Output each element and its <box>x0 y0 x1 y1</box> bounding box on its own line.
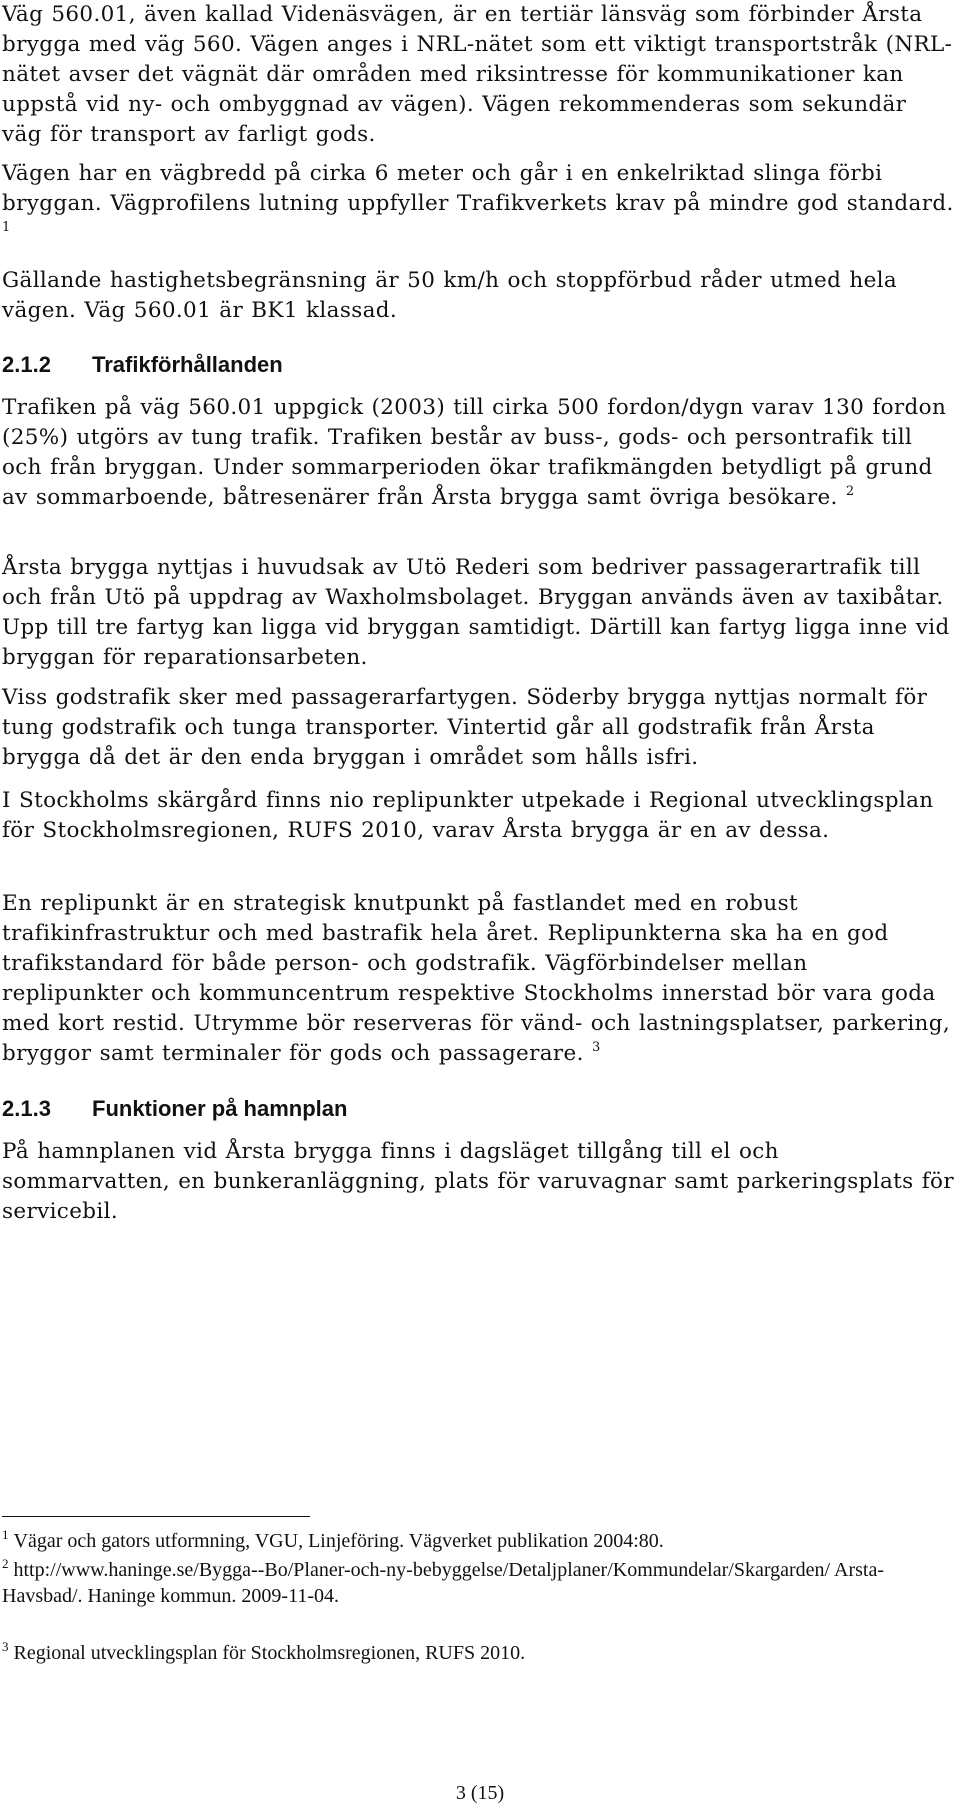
paragraph-traffic-volume <box>2 393 954 513</box>
footnote-1 <box>2 1528 954 1554</box>
footnote-number: 1 <box>2 1527 9 1542</box>
paragraph-speed-limit <box>2 266 954 326</box>
paragraph-text: En replipunkt är en strategisk knutpunkt på fastlandet med en robust trafikinfrastruktur och med bastrafik hela året. Replipunkterna ska ha en god trafikstandard för både person- och godstrafik. Vägförbindelser mellan replipunkter och kommuncentrum respektive Stockholms innerstad bör vara goda med kort restid. Utrymme bör reserveras för vänd- och lastningsplatser, parkering, bryggor samt terminaler för gods och passagerare. <box>2 891 951 1066</box>
paragraph-harbour-facilities <box>2 1137 954 1227</box>
footnote-separator <box>2 1516 310 1517</box>
section-title: Trafikförhållanden <box>92 352 283 377</box>
paragraph-text: Gällande hastighetsbegränsning är 50 km/h och stoppförbud råder utmed hela vägen. Väg 560.01 är BK1 klassad. <box>2 268 898 323</box>
paragraph-road-description <box>2 0 954 150</box>
paragraph-text: På hamnplanen vid Årsta brygga finns i dagsläget tillgång till el och sommarvatten, en bunkeranläggning, plats för varuvagnar samt parkeringsplats för servicebil. <box>2 1139 954 1224</box>
footnote-2 <box>2 1557 954 1609</box>
footnote-3 <box>2 1640 954 1666</box>
paragraph-road-width <box>2 159 954 249</box>
paragraph-replipoints <box>2 786 954 846</box>
footnote-reference[interactable]: 2 <box>845 484 855 499</box>
section-heading-harbour-functions <box>2 1095 347 1123</box>
footnote-reference[interactable]: 3 <box>592 1040 601 1055</box>
paragraph-text: Trafiken på väg 560.01 uppgick (2003) till cirka 500 fordon/dygn varav 130 fordon (25%) utgörs av tung trafik. Trafiken består av buss-, gods- och persontrafik till och från bryggan. Under sommarperioden ökar trafikmängden betydligt på grund av sommarboende, båtresenärer från Årsta brygga samt övriga besökare. <box>2 395 947 510</box>
paragraph-freight-traffic <box>2 683 954 773</box>
paragraph-replipoint-definition <box>2 889 954 1069</box>
footnote-text: Vägar och gators utformning, VGU, Linjeföring. Vägverket publikation 2004:80. <box>13 1530 664 1552</box>
footnote-text: Regional utvecklingsplan för Stockholmsregionen, RUFS 2010. <box>13 1642 526 1664</box>
paragraph-ferry-usage <box>2 553 954 673</box>
footnote-number: 3 <box>2 1639 9 1654</box>
paragraph-text: Vägen har en vägbredd på cirka 6 meter och går i en enkelriktad slinga förbi bryggan. Vägprofilens lutning uppfyller Trafikverkets krav på mindre god standard. <box>2 161 954 216</box>
footnote-text[interactable]: http://www.haninge.se/Bygga--Bo/Planer-och-ny-bebyggelse/Detaljplaner/Kommundelar/Skargarden/ Arsta-Havsbad/. Haninge kommun. 2009-11-04. <box>2 1559 884 1607</box>
paragraph-text: Årsta brygga nyttjas i huvudsak av Utö Rederi som bedriver passagerartrafik till och från Utö på uppdrag av Waxholmsbolaget. Bryggan används även av taxibåtar. Upp till tre fartyg kan ligga vid bryggan samtidigt. Därtill kan fartyg ligga inne vid bryggan för reparationsarbeten. <box>2 555 950 670</box>
footnote-reference[interactable]: 1 <box>2 220 11 235</box>
section-number: 2.1.2 <box>2 352 51 377</box>
footnote-number: 2 <box>2 1556 9 1571</box>
paragraph-text: Viss godstrafik sker med passagerarfartygen. Söderby brygga nyttjas normalt för tung godstrafik och tunga transporter. Vintertid går all godstrafik från Årsta brygga då det är den enda bryggan i området som hålls isfri. <box>2 685 928 770</box>
page-number: 3 (15) <box>455 1782 505 1804</box>
paragraph-text: I Stockholms skärgård finns nio replipunkter utpekade i Regional utvecklingsplan för Stockholmsregionen, RUFS 2010, varav Årsta brygga är en av dessa. <box>2 788 934 843</box>
section-number: 2.1.3 <box>2 1096 51 1121</box>
paragraph-text: Väg 560.01, även kallad Videnäsvägen, är en tertiär länsväg som förbinder Årsta brygga med väg 560. Vägen anges i NRL-nätet som ett viktigt transportstråk (NRL-nätet avser det vägnät där områden med riksintresse för kommunikationer kan uppstå vid ny- och ombyggnad av vägen). Vägen rekommenderas som sekundär väg för transport av farligt gods. <box>2 2 953 147</box>
section-title: Funktioner på hamnplan <box>92 1096 348 1121</box>
section-heading-traffic <box>2 351 283 379</box>
